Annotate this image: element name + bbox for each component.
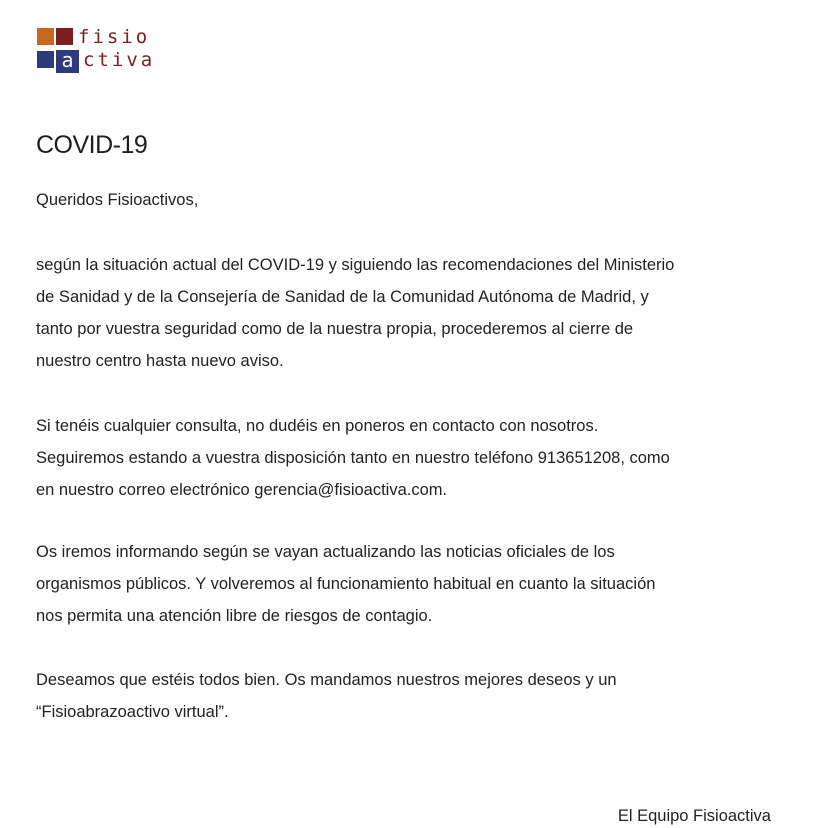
paragraph-line: Os iremos informando según se vayan actualizando las noticias oficiales de los xyxy=(36,543,615,561)
logo-orange-square xyxy=(37,28,54,45)
paragraph-updates xyxy=(36,536,655,632)
paragraph-line: “Fisioabrazoactivo virtual”. xyxy=(36,703,229,721)
paragraph-line: según la situación actual del COVID-19 y siguiendo las recomendaciones del Ministerio xyxy=(36,256,675,274)
greeting: Queridos Fisioactivos, xyxy=(36,191,199,209)
signature: El Equipo Fisioactiva xyxy=(617,807,771,825)
paragraph-line: organismos públicos. Y volveremos al funcionamiento habitual en cuanto la situación xyxy=(36,575,656,593)
paragraph-contact-info xyxy=(36,410,670,506)
logo-navy-square xyxy=(37,51,54,68)
paragraph-line: en nuestro correo electrónico gerencia@fisioactiva.com. xyxy=(36,481,448,499)
paragraph-line: nuestro centro hasta nuevo aviso. xyxy=(36,352,284,370)
paragraph-line: de Sanidad y de la Consejería de Sanidad de la Comunidad Autónoma de Madrid, y xyxy=(36,288,649,306)
logo-word-fisio: fisio xyxy=(78,26,151,48)
logo-maroon-square xyxy=(56,28,73,45)
page-title: COVID-19 xyxy=(36,131,148,159)
paragraph-line: Si tenéis cualquier consulta, no dudéis en poneros en contacto con nosotros. xyxy=(36,417,599,435)
fisioactiva-logo xyxy=(37,27,177,77)
paragraph-line: nos permita una atención libre de riesgos de contagio. xyxy=(36,607,433,625)
paragraph-line: Deseamos que estéis todos bien. Os mandamos nuestros mejores deseos y un xyxy=(36,671,617,689)
logo-letter-a: a xyxy=(56,50,79,73)
logo-word-ctiva: ctiva xyxy=(83,49,156,71)
paragraph-line: Seguiremos estando a vuestra disposición tanto en nuestro teléfono 913651208, como xyxy=(36,449,670,467)
paragraph-wishes xyxy=(36,664,617,728)
paragraph-closure-notice xyxy=(36,249,674,377)
paragraph-line: tanto por vuestra seguridad como de la nuestra propia, procederemos al cierre de xyxy=(36,320,634,338)
